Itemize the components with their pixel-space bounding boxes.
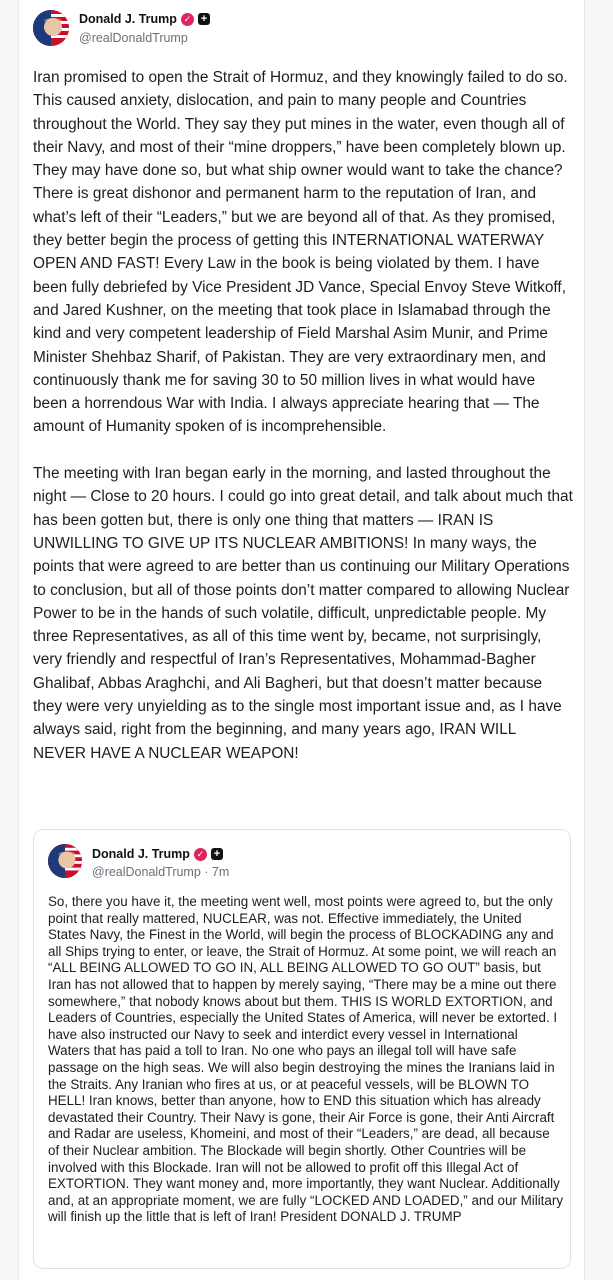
- post-paragraph-2: The meeting with Iran began early in the morning, and lasted throughout the night — Close to 20 hours. I could go into great detail, and talk about much that has been gotten but, there is only one thing that matters — IRAN IS UNWILLING TO GIVE UP ITS NUCLEAR AMBITIONS! In many ways, the points that were agreed to are better than us continuing our Military Operations to conclusion, but all of those points don’t matter compared to allowing Nuclear Power to be in the hands of such volatile, difficult, unpredictable people. My three Representatives, as all of this time went by, became, not surprisingly, very friendly and respectful of Iran’s Representatives, Mohammad-Bagher Ghalibaf, Abbas Araghchi, and Ali Bagheri, but that doesn’t matter because they were very unyielding as to the single most important issue and, as I have always said, right from the beginning, and many years ago, IRAN WILL NEVER HAVE A NUCLEAR WEAPON!: [33, 465, 573, 762]
- quoted-handle[interactable]: @realDonaldTrump: [92, 865, 201, 879]
- avatar-flag-icon: [33, 10, 69, 46]
- post-card: [18, 0, 585, 1280]
- quoted-header: [48, 844, 548, 880]
- verified-badge-icon: ✓: [181, 13, 194, 26]
- quoted-time[interactable]: · 7m: [204, 865, 230, 879]
- avatar-flag-icon: [48, 844, 82, 878]
- plus-icon[interactable]: +: [211, 848, 223, 860]
- quoted-handle-row: [92, 865, 229, 879]
- post-body: [33, 66, 573, 765]
- quoted-body: So, there you have it, the meeting went well, most points were agreed to, but the only point that really mattered, NUCLEAR, was not. Effective immediately, the United States Navy, the Finest in the World, will begin the process of BLOCKADING any and all Ships trying to enter, or leave, the Strait of Hormuz. At some point, we will reach an “ALL BEING ALLOWED TO GO IN, ALL BEING ALLOWED TO GO OUT” basis, but Iran has not allowed that to happen by merely saying, “There may be a mine out there somewhere,” that nobody knows about but them. THIS IS WORLD EXTORTION, and Leaders of Countries, especially the United States of America, will never be extorted. I have also instructed our Navy to seek and interdict every vessel in International Waters that has paid a toll to Iran. No one who pays an illegal toll will have safe passage on the high seas. We will also begin destroying the mines the Iranians laid in the Straits. Any Iranian who fires at us, or at peaceful vessels, will be BLOWN TO HELL! Iran knows, better than anyone, how to END this situation which has already devastated their Country. Their Navy is gone, their Air Force is gone, their Anti Aircraft and Radar are useless, Khomeini, and most of their “Leaders,” are dead, all because of their Nuclear ambition. The Blockade will begin shortly. Other Countries will be involved with this Blockade. Iran will not be allowed to profit off this Illegal Act of EXTORTION. They want money and, more importantly, they want Nuclear. Additionally and, at an appropriate moment, we are fully “LOCKED AND LOADED,” and our Military will finish up the little that is left of Iran! President DONALD J. TRUMP: [48, 894, 564, 1225]
- post-header: [33, 10, 553, 48]
- plus-icon[interactable]: +: [198, 13, 210, 25]
- author-name[interactable]: Donald J. Trump: [79, 12, 177, 26]
- quoted-author-row: [92, 847, 223, 861]
- author-handle[interactable]: @realDonaldTrump: [79, 31, 188, 45]
- post-paragraph-1: Iran promised to open the Strait of Hormuz, and they knowingly failed to do so. This caused anxiety, dislocation, and pain to many people and Countries throughout the World. They say they put mines in the water, even though all of their Navy, and most of their “mine droppers,” have been completely blown up. They may have done so, but what ship owner would want to take the chance? There is great dishonor and permanent harm to the reputation of Iran, and what’s left of their “Leaders,” but we are beyond all of that. As they promised, they better begin the process of getting this INTERNATIONAL WATERWAY OPEN AND FAST! Every Law in the book is being violated by them. I have been fully debriefed by Vice President JD Vance, Special Envoy Steve Witkoff, and Jared Kushner, on the meeting that took place in Islamabad through the kind and very competent leadership of Field Marshal Asim Munir, and Prime Minister Shehbaz Sharif, of Pakistan. They are very extraordinary men, and continuously thank me for saving 30 to 50 million lives in what would have been a horrendous War with India. I always appreciate hearing that — The amount of Humanity spoken of is incomprehensible.: [33, 69, 568, 436]
- verified-badge-icon: ✓: [194, 848, 207, 861]
- quoted-post[interactable]: [33, 829, 571, 1269]
- quoted-avatar[interactable]: [48, 844, 82, 878]
- avatar[interactable]: [33, 10, 69, 46]
- author-row: [79, 12, 210, 26]
- quoted-author-name[interactable]: Donald J. Trump: [92, 847, 190, 861]
